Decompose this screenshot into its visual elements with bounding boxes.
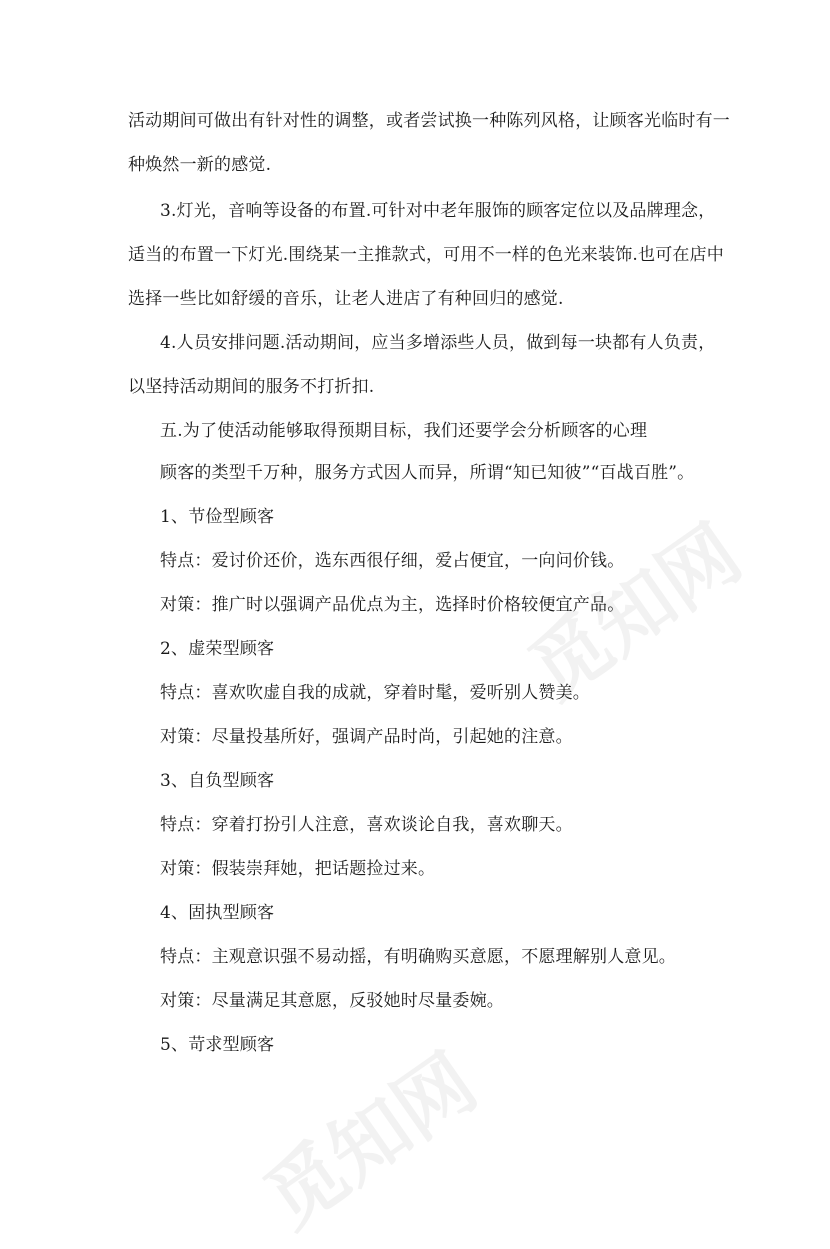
list-item: 特点：爱讨价还价，选东西很仔细，爱占便宜，一向问价钱。 [160,551,625,571]
list-item: 对策：推广时以强调产品优点为主，选择时价格较便宜产品。 [160,595,625,615]
list-item: 特点：穿着打扮引人注意，喜欢谈论自我，喜欢聊天。 [160,815,573,835]
watermark: 觅知网 [513,507,758,717]
list-heading: 3、自负型顾客 [160,771,275,791]
list-item: 对策：尽量投基所好，强调产品时尚，引起她的注意。 [160,727,573,747]
list-heading: 2、虚荣型顾客 [160,639,275,659]
paragraph-line: 顾客的类型千万种，服务方式因人而异，所谓“知已知彼”“百战百胜”。 [160,463,695,483]
list-item: 特点：主观意识强不易动摇，有明确购买意愿，不愿理解别人意见。 [160,947,676,967]
paragraph-line: 活动期间可做出有针对性的调整，或者尝试换一种陈列风格，让顾客光临时有一 [128,111,730,131]
paragraph-line: 选择一些比如舒缓的音乐，让老人进店了有种回归的感觉. [128,289,564,309]
watermark: 觅知网 [248,1036,493,1246]
list-item: 对策：假装崇拜她，把话题捡过来。 [160,859,436,879]
paragraph-line: 适当的布置一下灯光.围绕某一主推款式，可用不一样的色光来装饰.也可在店中 [128,245,725,265]
list-heading: 5、苛求型顾客 [160,1035,275,1055]
list-heading: 4、固执型顾客 [160,903,275,923]
paragraph-line: 4.人员安排问题.活动期间，应当多增添些人员，做到每一块都有人负责， [160,333,716,353]
list-item: 特点：喜欢吹虚自我的成就，穿着时髦，爱听别人赞美。 [160,683,590,703]
paragraph-line: 种焕然一新的感觉. [128,155,272,175]
list-heading: 1、节俭型顾客 [160,507,275,527]
list-item: 对策：尽量满足其意愿，反驳她时尽量委婉。 [160,991,504,1011]
paragraph-line: 3.灯光，音响等设备的布置.可针对中老年服饰的顾客定位以及品牌理念， [160,201,716,221]
paragraph-line: 以坚持活动期间的服务不打折扣. [128,377,375,397]
section-heading: 五.为了使活动能够取得预期目标，我们还要学会分析顾客的心理 [160,421,648,441]
